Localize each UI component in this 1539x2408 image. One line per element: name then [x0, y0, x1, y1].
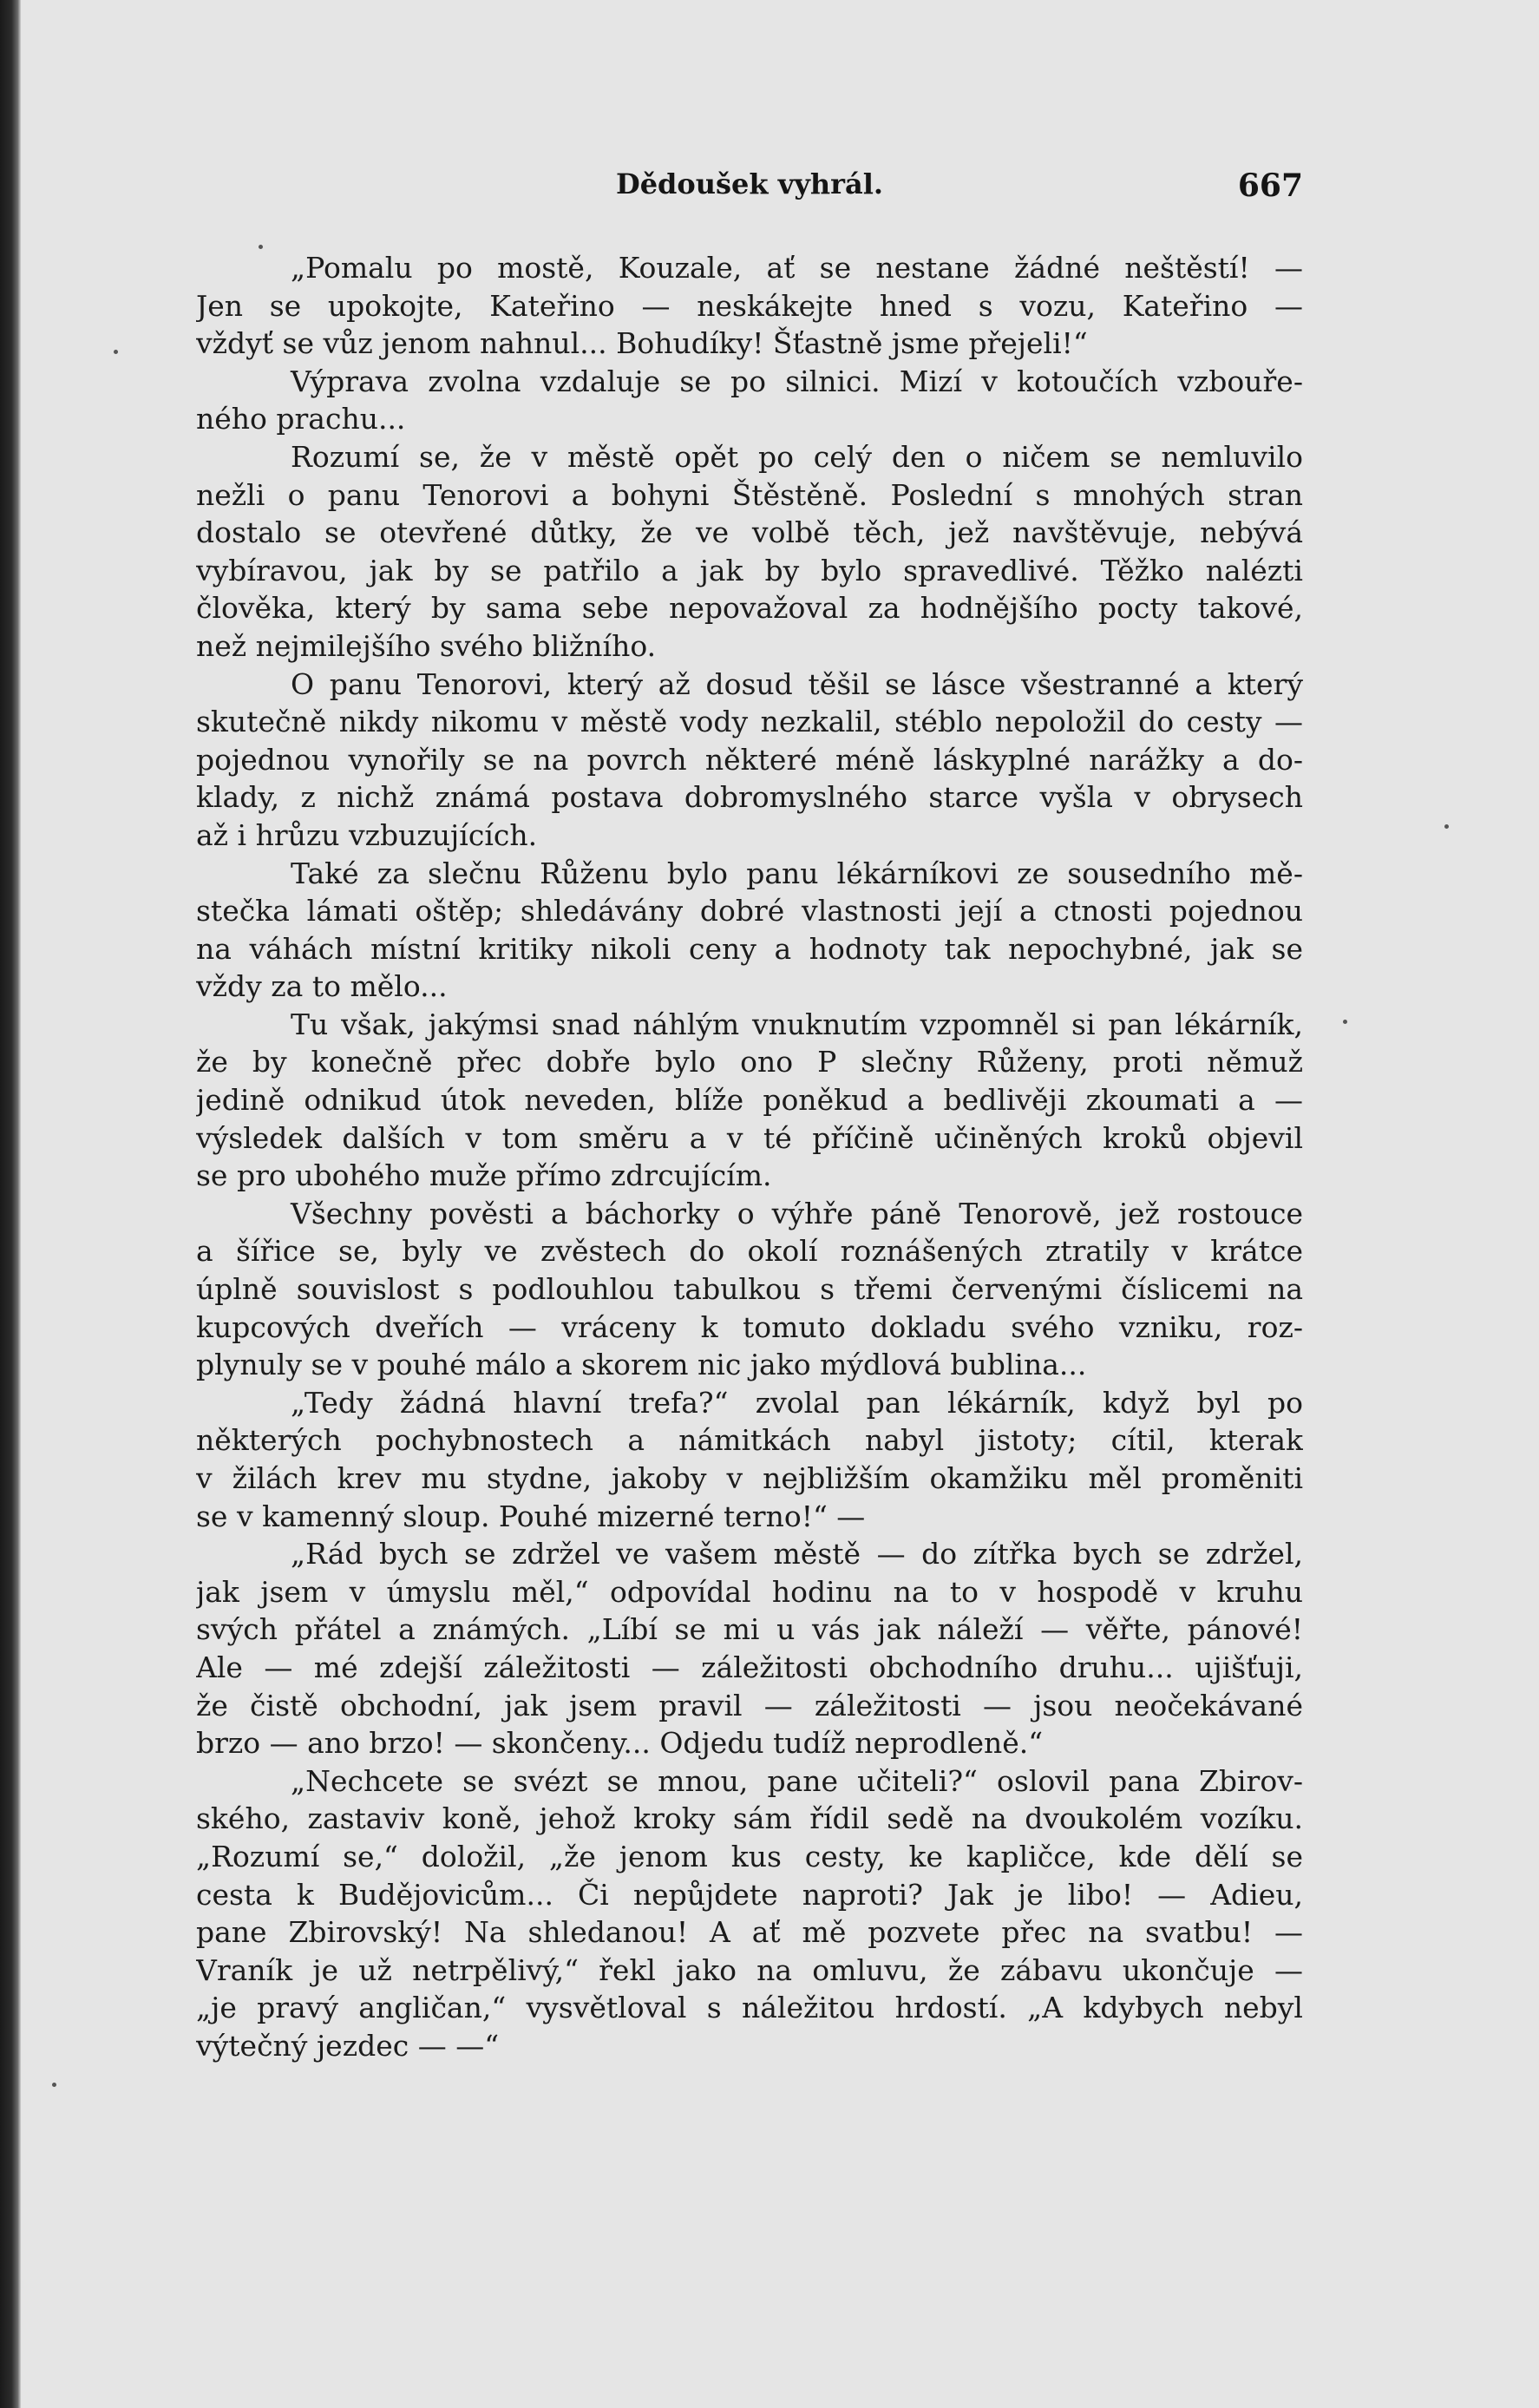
text-line: jedině odnikud útok neveden, blíže poněkud a bedlivěji zkoumati a — [196, 1083, 1303, 1118]
text-line: Všechny pověsti a báchorky o výhře páně Tenorově, jež rostouce [291, 1196, 1303, 1230]
scan-speck [1343, 1020, 1347, 1024]
text-line: vždyť se vůz jenom nahnul... Bohudíky! Šťastně jsme přejeli!“ [196, 326, 1088, 361]
text-line: člověka, který by sama sebe nepovažoval za hodnějšího pocty takové, [196, 591, 1303, 626]
text-line: že čistě obchodní, jak jsem pravil — záležitosti — jsou neočekávané [196, 1688, 1303, 1722]
text-line: Rozumí se, že v městě opět po celý den o ničem se nemluvilo [291, 439, 1303, 474]
text-line: O panu Tenorovi, který až dosud těšil se lásce všestranné a který [291, 666, 1303, 701]
text-line: Tu však, jakýmsi snad náhlým vnuknutím vzpomněl si pan lékárník, [291, 1007, 1303, 1041]
page-number: 667 [1237, 167, 1303, 204]
text-line: až i hrůzu vzbuzujících. [196, 817, 538, 852]
text-line: na váhách místní kritiky nikoli ceny a hodnoty tak nepochybné, jak se [196, 931, 1303, 966]
scan-speck [1444, 824, 1449, 829]
text-line: pojednou vynořily se na povrch některé méně láskyplné narážky a do- [196, 742, 1303, 777]
text-line: „Pomalu po mostě, Kouzale, ať se nestane žádné neštěstí! — [291, 251, 1303, 285]
text-line: Také za slečnu Růženu bylo panu lékárníkovi ze sousedního mě- [291, 856, 1303, 890]
text-line: cesta k Budějovicům... Či nepůjdete naproti? Jak je libo! — Adieu, [196, 1877, 1303, 1912]
text-line: ného prachu... [196, 402, 406, 436]
text-line: „Rozumí se,“ doložil, „že jenom kus cesty, ke kapličce, kde dělí se [196, 1839, 1303, 1873]
text-line: pane Zbirovský! Na shledanou! A ať mě pozvete přec na svatbu! — [196, 1915, 1303, 1950]
text-line: v žilách krev mu stydne, jakoby v nejbližším okamžiku měl proměniti [196, 1461, 1303, 1495]
scan-speck [114, 350, 118, 354]
text-line: kupcových dveřích — vráceny k tomuto dokladu svého vzniku, roz- [196, 1309, 1303, 1344]
running-title: Dědoušek vyhrál. [615, 167, 884, 200]
text-line: některých pochybnostech a námitkách nabyl jistoty; cítil, kterak [196, 1423, 1303, 1458]
text-line: Vraník je už netrpělivý,“ řekl jako na omluvu, že zábavu ukončuje — [196, 1952, 1303, 1987]
text-line: „je pravý angličan,“ vysvětloval s náležitou hrdostí. „A kdybych nebyl [196, 1991, 1303, 2025]
book-spine-shadow [0, 0, 21, 2408]
text-line: Jen se upokojte, Kateřino — neskákejte hned s vozu, Kateřino — [196, 288, 1303, 323]
page-header [196, 161, 1303, 213]
text-line: výtečný jezdec — —“ [196, 2028, 500, 2063]
text-line: dostalo se otevřené důtky, že ve volbě těch, jež navštěvuje, nebývá [196, 515, 1303, 550]
text-line: se pro ubohého muže přímo zdrcujícím. [196, 1158, 772, 1193]
text-line: skutečně nikdy nikomu v městě vody nezkalil, stéblo nepoložil do cesty — [196, 705, 1303, 739]
text-line: se v kamenný sloup. Pouhé mizerné terno!“ — [196, 1499, 866, 1533]
text-line: „Rád bych se zdržel ve vašem městě — do zítřka bych se zdržel, [291, 1537, 1303, 1571]
text-line: „Nechcete se svézt se mnou, pane učiteli?“ oslovil pana Zbirov- [291, 1763, 1303, 1798]
body-text [196, 249, 1303, 2065]
text-line: stečka lámati oštěp; shledávány dobré vlastnosti její a ctnosti pojednou [196, 894, 1303, 928]
text-line: Výprava zvolna vzdaluje se po silnici. Mizí v kotoučích vzbouře- [291, 364, 1303, 398]
text-line: než nejmilejšího svého bližního. [196, 628, 657, 663]
text-line: nežli o panu Tenorovi a bohyni Štěstěně. Poslední s mnohých stran [196, 477, 1303, 512]
text-line: vybíravou, jak by se patřilo a jak by bylo spravedlivé. Těžko nalézti [196, 553, 1303, 587]
text-line: plynuly se v pouhé málo a skorem nic jako mýdlová bublina... [196, 1348, 1087, 1382]
text-line: a šířice se, byly ve zvěstech do okolí roznášených ztratily v krátce [196, 1234, 1303, 1269]
text-line: klady, z nichž známá postava dobromyslného starce vyšla v obrysech [196, 780, 1303, 815]
text-line: úplně souvislost s podlouhlou tabulkou s třemi červenými číslicemi na [196, 1272, 1303, 1307]
text-line: ského, zastaviv koně, jehož kroky sám řídil sedě na dvoukolém vozíku. [196, 1801, 1303, 1836]
scan-speck [52, 2083, 56, 2087]
text-line: „Tedy žádná hlavní trefa?“ zvolal pan lékárník, když byl po [291, 1385, 1303, 1420]
text-line: že by konečně přec dobře bylo ono P slečny Růženy, proti němuž [196, 1045, 1303, 1079]
text-line: výsledek dalších v tom směru a v té příčině učiněných kroků objevil [196, 1120, 1303, 1155]
text-line: svých přátel a známých. „Líbí se mi u vás jak náleží — věřte, pánové! [196, 1612, 1303, 1647]
text-line: vždy za to mělo... [196, 969, 448, 1004]
text-line: brzo — ano brzo! — skončeny... Odjedu tudíž neprodleně.“ [196, 1726, 1044, 1761]
text-line: Ale — mé zdejší záležitosti — záležitosti obchodního druhu... ujišťuji, [196, 1650, 1303, 1684]
text-line: jak jsem v úmyslu měl,“ odpovídal hodinu na to v hospodě v kruhu [196, 1574, 1303, 1609]
